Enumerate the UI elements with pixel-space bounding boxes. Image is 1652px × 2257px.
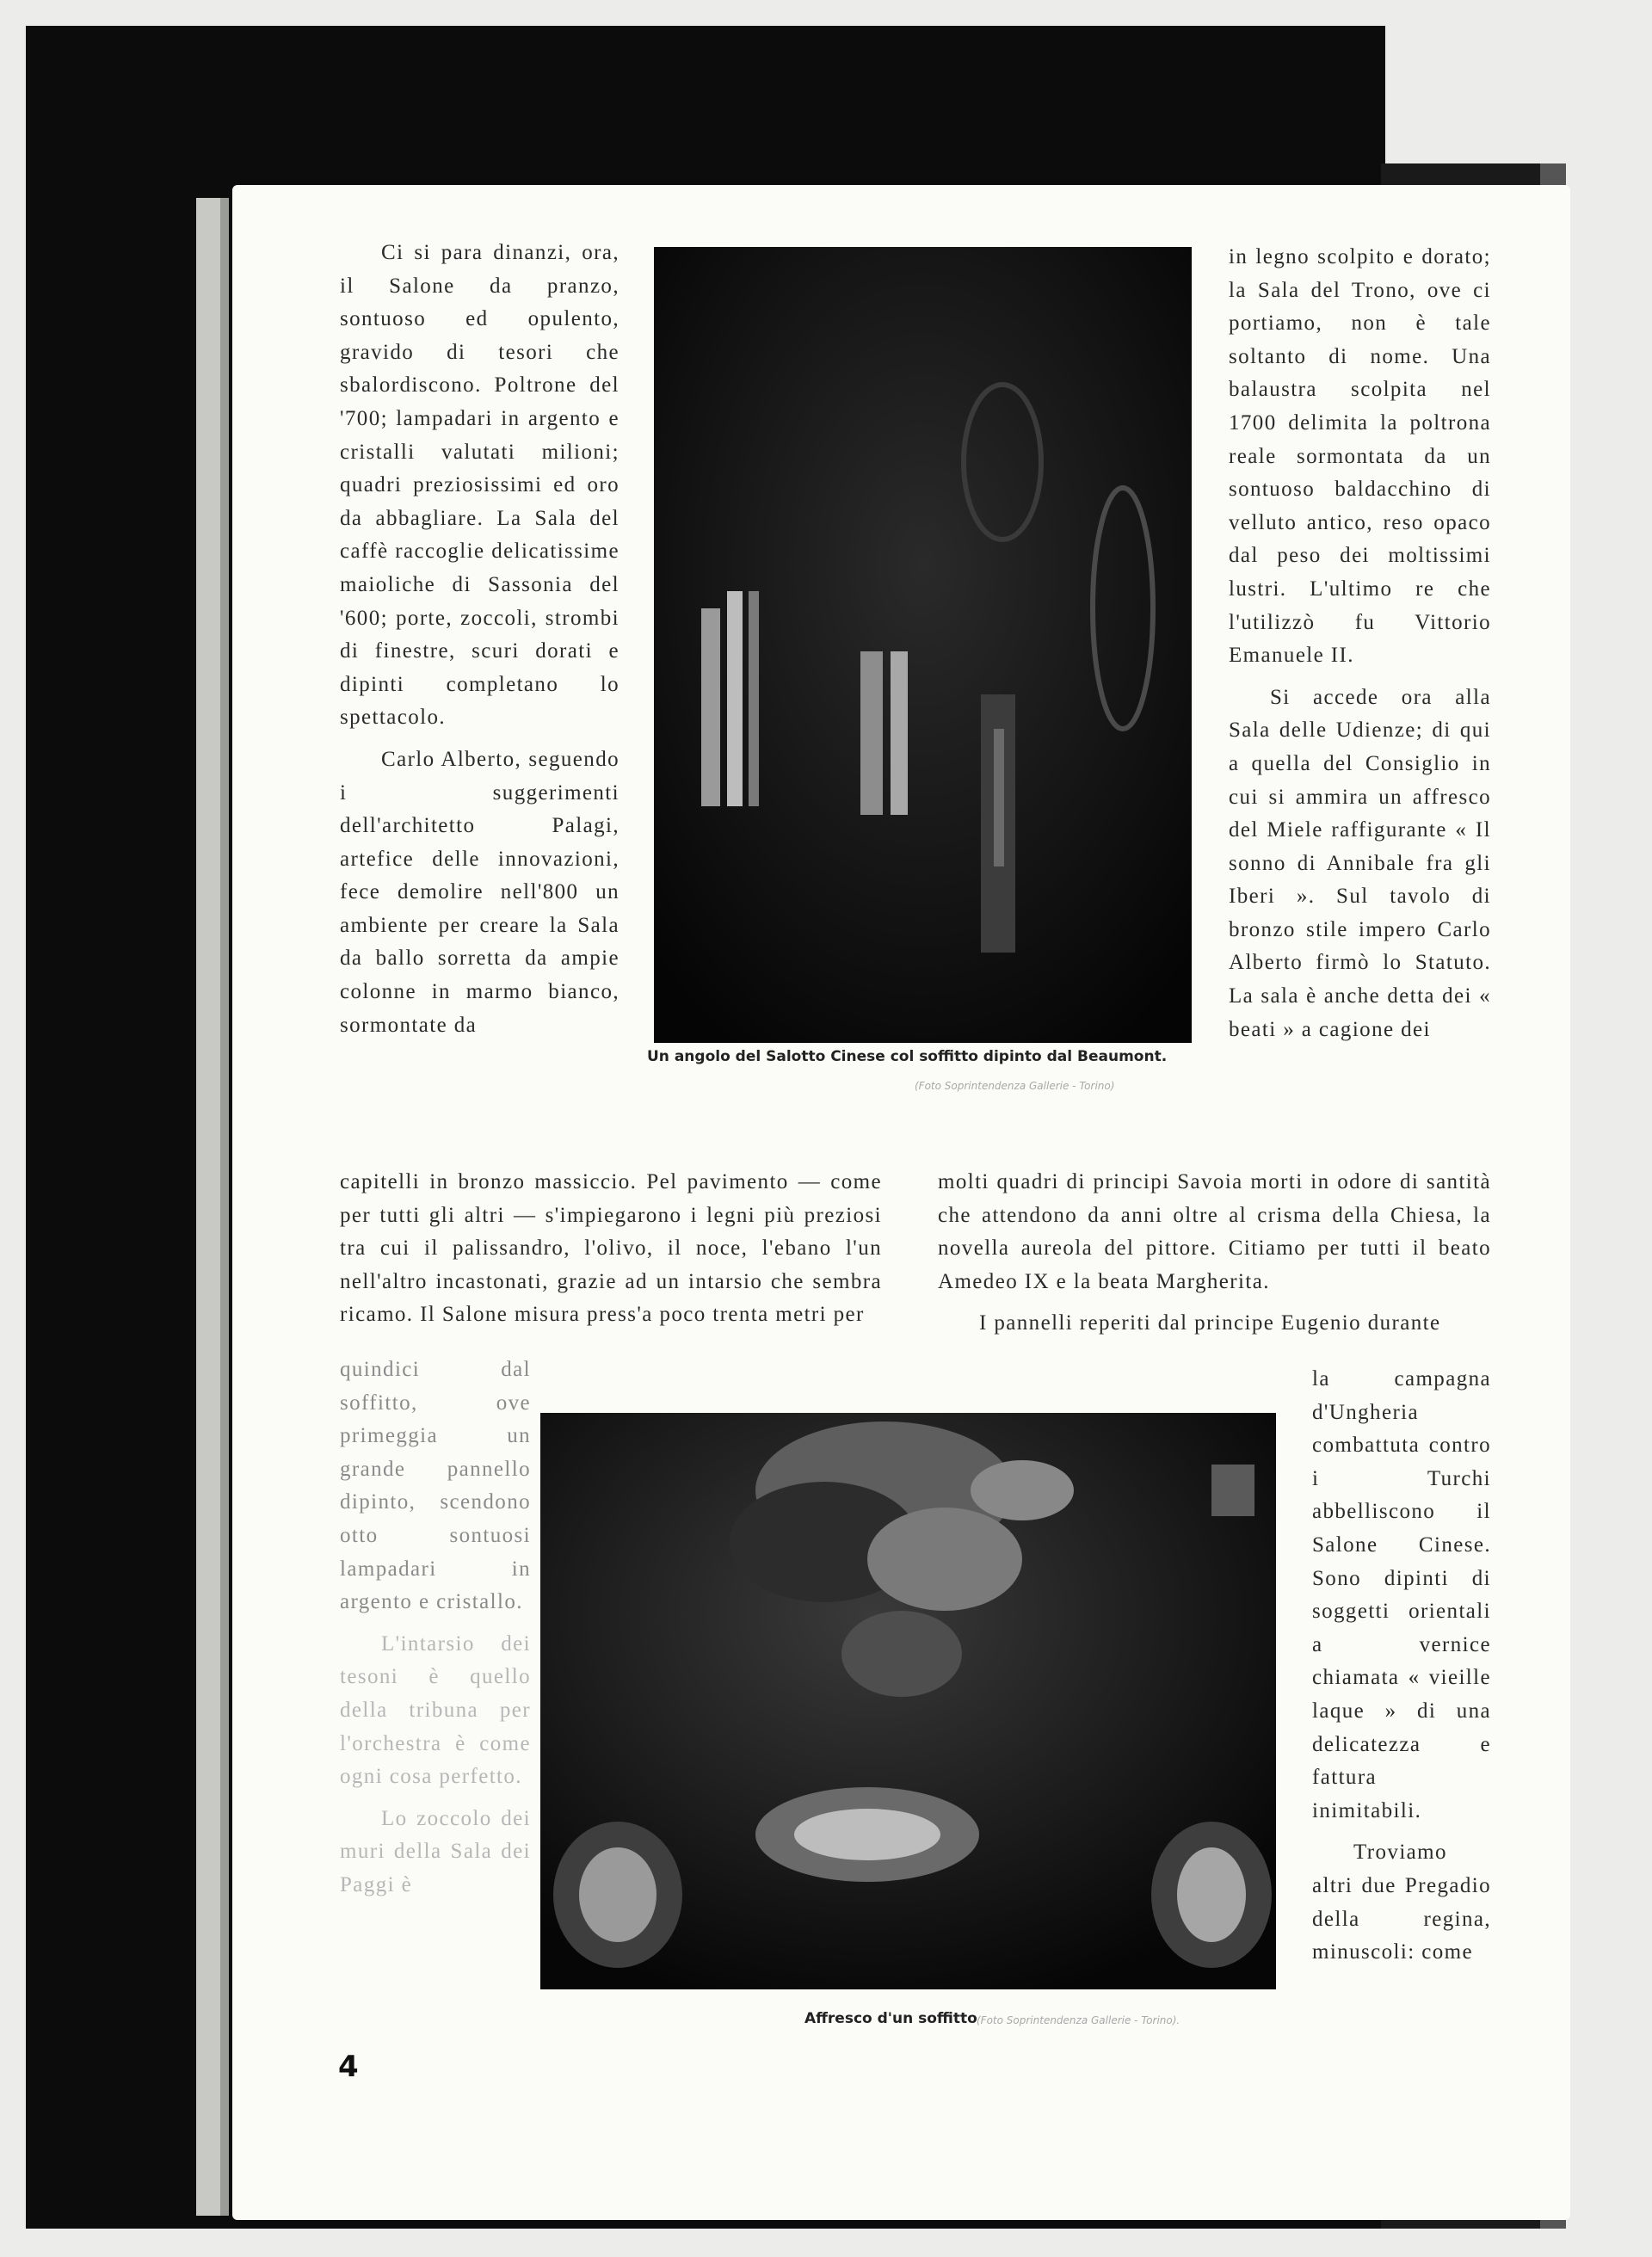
photo-salotto-cinese bbox=[654, 247, 1192, 1043]
page-number: 4 bbox=[338, 2050, 359, 2084]
paragraph-capitelli: capitelli in bronzo massiccio. Pel pavimento — come per tutti gli altri — s'impiegarono i legni più preziosi tra cui il palissandro, l'olivo, il noce, l'ebano l'un nell'altro incastonati, grazie ad un intarsio che sembra ricamo. Il Salone misura press'a poco trenta metri per bbox=[340, 1170, 882, 1327]
caption-salotto-cinese: Un angolo del Salotto Cinese col soffitto dipinto dal Beaumont. bbox=[647, 1048, 1168, 1065]
book-spine bbox=[196, 198, 222, 2216]
paragraph-sala-udienze: Si accede ora alla Sala delle Udienze; di qui a quella del Consiglio in cui si ammira un affresco del Miele raffigurante « Il sonno di Annibale fra gli Iberi ». Sul tavolo di bronzo stile impero Carlo Alberto firmò lo Statuto. La sala è anche detta dei « beati » a cagione dei bbox=[1229, 685, 1491, 1041]
left-wide-row bbox=[340, 1166, 882, 1332]
left-column-narrow bbox=[340, 1354, 531, 1902]
left-column-top bbox=[340, 237, 620, 1042]
paragraph-salone-pranzo: Ci si para dinanzi, ora, il Salone da pranzo, sontuoso ed opulento, gravido di tesori che sbalordiscono. Poltrone del '700; lampadari in argento e cristalli valutati milioni; quadri preziosissimi ed oro da abbagliare. La Sala del caffè raccoglie delicatissime maioliche di Sassonia del '600; porte, zoccoli, strombi di finestre, scuri dorati e dipinti completano lo spettacolo. bbox=[340, 241, 620, 730]
right-column-top bbox=[1229, 241, 1491, 1046]
paragraph-carlo-alberto: Carlo Alberto, seguendo i suggerimenti dell'architetto Palagi, artefice delle innovazioni, fece demolire nell'800 un ambiente per creare la Sala da ballo sorretta da ampie colonne in marmo bianco, sormontate da bbox=[340, 747, 620, 1037]
book-spine-shadow bbox=[220, 198, 229, 2216]
photo-affresco-soffitto bbox=[540, 1413, 1276, 1989]
paragraph-pannelli: I pannelli reperiti dal principe Eugenio durante bbox=[979, 1311, 1441, 1335]
paragraph-soffitto: quindici dal soffitto, ove primeggia un grande pannello dipinto, scendono otto sontuosi lampadari in argento e cristallo. bbox=[340, 1358, 531, 1614]
middle-wide-row bbox=[938, 1166, 1491, 1341]
paragraph-campagna-ungheria: la campagna d'Ungheria combattuta contro i Turchi abbelliscono il Salone Cinese. Sono dipinti di soggetti orientali a vernice chiamata « vieille laque » di una delicatezza e fattura inimitabili. bbox=[1312, 1367, 1491, 1822]
paragraph-zoccolo: Lo zoccolo dei muri della Sala dei Paggi è bbox=[340, 1806, 531, 1896]
paragraph-quadri-principi: molti quadri di principi Savoia morti in odore di santità che attendono da anni oltre al crisma della Chiesa, la novella aureola del pittore. Citiamo per tutti il beato Amedeo IX e la beata Margherita. bbox=[938, 1170, 1491, 1293]
credit-affresco: (Foto Soprintendenza Gallerie - Torino). bbox=[977, 2014, 1180, 2026]
paragraph-intarsio: L'intarsio dei tesoni è quello della tribuna per l'orchestra è come ogni cosa perfetto. bbox=[340, 1631, 531, 1789]
caption-affresco: Affresco d'un soffitto bbox=[804, 2010, 977, 2027]
paragraph-pregadio: Troviamo altri due Pregadio della regina, minuscoli: come bbox=[1312, 1841, 1491, 1964]
paragraph-sala-trono: in legno scolpito e dorato; la Sala del Trono, ove ci portiamo, non è tale soltanto di nome. Una balaustra scolpita nel 1700 delimita la poltrona reale sormontata da un sontuoso baldacchino di velluto antico, reso opaco dal peso dei moltissimi lustri. L'ultimo re che l'utilizzò fu Vittorio Emanuele II. bbox=[1229, 245, 1491, 668]
affresco-image bbox=[540, 1413, 1276, 1989]
credit-salotto-cinese: (Foto Soprintendenza Gallerie - Torino) bbox=[915, 1080, 1115, 1092]
salotto-cinese-image bbox=[654, 247, 1192, 1043]
right-column-narrow bbox=[1312, 1363, 1491, 1970]
